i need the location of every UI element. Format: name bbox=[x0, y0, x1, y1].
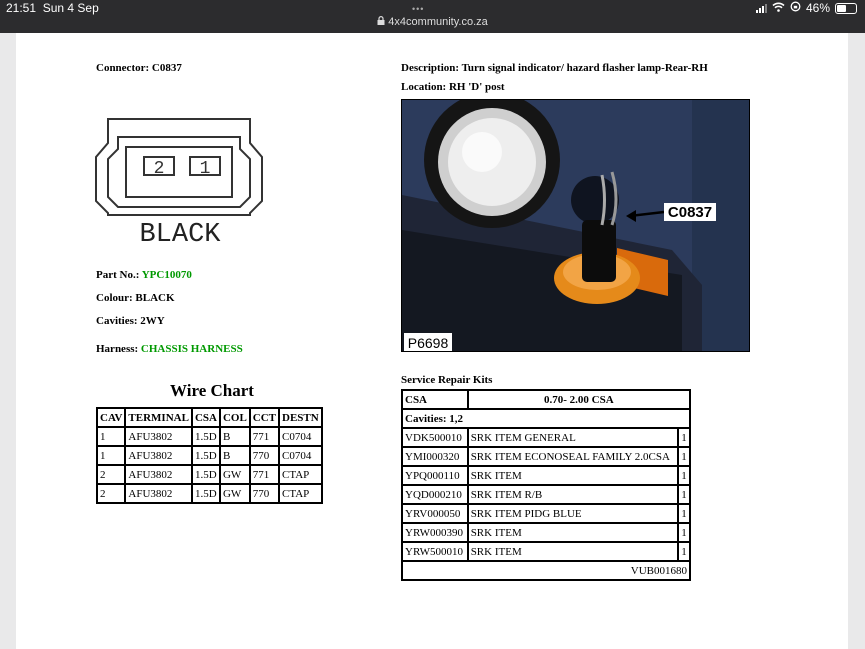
kit-quantity: 1 bbox=[678, 523, 690, 542]
kit-part-number: YRV000050 bbox=[402, 504, 468, 523]
service-kits-title: Service Repair Kits bbox=[401, 374, 493, 386]
harness-link[interactable]: CHASSIS HARNESS bbox=[140, 343, 243, 355]
table-row bbox=[402, 485, 690, 504]
kit-part-number: YRW500010 bbox=[402, 542, 468, 561]
column-header: TERMINAL bbox=[125, 408, 192, 427]
table-cell: AFU3802 bbox=[125, 484, 192, 503]
csa-row bbox=[402, 390, 690, 409]
table-cell: 2 bbox=[97, 484, 125, 503]
column-header: CCT bbox=[250, 408, 279, 427]
table-row bbox=[97, 446, 322, 465]
status-date: Sun 4 Sep bbox=[42, 1, 99, 15]
column-header: CAV bbox=[97, 408, 125, 427]
table-cell: CTAP bbox=[279, 484, 322, 503]
colour-label: Colour: BLACK bbox=[96, 292, 175, 304]
pin-1-label: 1 bbox=[199, 159, 211, 179]
lock-icon bbox=[377, 16, 388, 28]
wire-chart-header-row bbox=[97, 408, 322, 427]
table-row bbox=[402, 542, 690, 561]
multitasking-dots-icon[interactable]: ••• bbox=[412, 4, 425, 14]
location-label: Location: RH 'D' post bbox=[401, 81, 505, 93]
table-cell: 1 bbox=[97, 427, 125, 446]
table-cell: GW bbox=[220, 465, 250, 484]
kit-part-number: YMI000320 bbox=[402, 447, 468, 466]
connector-diagram bbox=[94, 113, 266, 245]
battery-percent: 46% bbox=[805, 1, 830, 15]
page-url[interactable]: 4x4community.co.za bbox=[388, 16, 488, 28]
pin-2-label: 2 bbox=[153, 159, 165, 179]
table-cell: AFU3802 bbox=[125, 427, 192, 446]
status-time: 21:51 Sun 4 Sep bbox=[6, 1, 99, 15]
cellular-signal-icon bbox=[756, 3, 767, 13]
kit-part-number: VDK500010 bbox=[402, 428, 468, 447]
table-cell: 770 bbox=[250, 484, 279, 503]
description-label: Description: Turn signal indicator/ hazard flasher lamp-Rear-RH bbox=[401, 62, 708, 74]
table-cell: AFU3802 bbox=[125, 446, 192, 465]
column-header: DESTN bbox=[279, 408, 322, 427]
csa-label: CSA bbox=[402, 390, 468, 409]
table-cell: 771 bbox=[250, 427, 279, 446]
wifi-icon bbox=[772, 1, 785, 15]
kit-description: SRK ITEM PIDG BLUE bbox=[468, 504, 679, 523]
table-cell: 771 bbox=[250, 465, 279, 484]
table-row bbox=[402, 466, 690, 485]
kit-description: SRK ITEM bbox=[468, 542, 679, 561]
kit-quantity: 1 bbox=[678, 466, 690, 485]
wire-chart-title: Wire Chart bbox=[170, 381, 254, 400]
table-cell: 1.5D bbox=[192, 446, 220, 465]
photo-reference: P6698 bbox=[407, 335, 449, 351]
footer-row bbox=[402, 561, 690, 580]
table-cell: 1.5D bbox=[192, 427, 220, 446]
photo-callout: C0837 bbox=[667, 204, 713, 221]
table-cell: B bbox=[220, 446, 250, 465]
table-cell: CTAP bbox=[279, 465, 322, 484]
kit-description: SRK ITEM R/B bbox=[468, 485, 679, 504]
connector-location-photo bbox=[401, 99, 750, 352]
table-row bbox=[97, 465, 322, 484]
part-number-label: Part No.: bbox=[96, 269, 140, 281]
table-cell: GW bbox=[220, 484, 250, 503]
table-cell: 1.5D bbox=[192, 465, 220, 484]
table-row bbox=[402, 504, 690, 523]
column-header: CSA bbox=[192, 408, 220, 427]
connector-colour-text: BLACK bbox=[139, 220, 221, 245]
kit-quantity: 1 bbox=[678, 542, 690, 561]
table-cell: B bbox=[220, 427, 250, 446]
kit-footer-code: VUB001680 bbox=[402, 561, 690, 580]
address-bar[interactable] bbox=[0, 17, 865, 33]
service-kits-table bbox=[401, 389, 691, 581]
table-row bbox=[402, 428, 690, 447]
battery-icon bbox=[835, 3, 857, 14]
kit-part-number: YQD000210 bbox=[402, 485, 468, 504]
cavities-row bbox=[402, 409, 690, 428]
harness-label: Harness: bbox=[96, 343, 139, 355]
status-bar bbox=[0, 0, 865, 17]
kit-part-number: YRW000390 bbox=[402, 523, 468, 542]
part-number-link[interactable]: YPC10070 bbox=[141, 269, 192, 281]
table-cell: 1.5D bbox=[192, 484, 220, 503]
kit-quantity: 1 bbox=[678, 447, 690, 466]
kit-description: SRK ITEM GENERAL bbox=[468, 428, 679, 447]
kit-quantity: 1 bbox=[678, 485, 690, 504]
table-cell: C0704 bbox=[279, 427, 322, 446]
csa-value: 0.70- 2.00 CSA bbox=[468, 390, 690, 409]
table-row bbox=[97, 484, 322, 503]
column-header: COL bbox=[220, 408, 250, 427]
kit-description: SRK ITEM ECONOSEAL FAMILY 2.0CSA bbox=[468, 447, 679, 466]
table-cell: 2 bbox=[97, 465, 125, 484]
cavities-label: Cavities: 2WY bbox=[96, 315, 165, 327]
table-cell: AFU3802 bbox=[125, 465, 192, 484]
kit-description: SRK ITEM bbox=[468, 466, 679, 485]
kit-part-number: YPQ000110 bbox=[402, 466, 468, 485]
orientation-lock-icon bbox=[790, 1, 801, 15]
document-page bbox=[16, 33, 848, 649]
kit-cavities: Cavities: 1,2 bbox=[402, 409, 690, 428]
wire-chart-table bbox=[96, 407, 323, 504]
kit-quantity: 1 bbox=[678, 428, 690, 447]
harness bbox=[96, 343, 243, 355]
table-row bbox=[97, 427, 322, 446]
table-cell: 1 bbox=[97, 446, 125, 465]
kit-quantity: 1 bbox=[678, 504, 690, 523]
connector-label: Connector: C0837 bbox=[96, 62, 182, 74]
table-row bbox=[402, 447, 690, 466]
table-cell: C0704 bbox=[279, 446, 322, 465]
kit-description: SRK ITEM bbox=[468, 523, 679, 542]
table-row bbox=[402, 523, 690, 542]
part-number bbox=[96, 269, 192, 281]
table-cell: 770 bbox=[250, 446, 279, 465]
